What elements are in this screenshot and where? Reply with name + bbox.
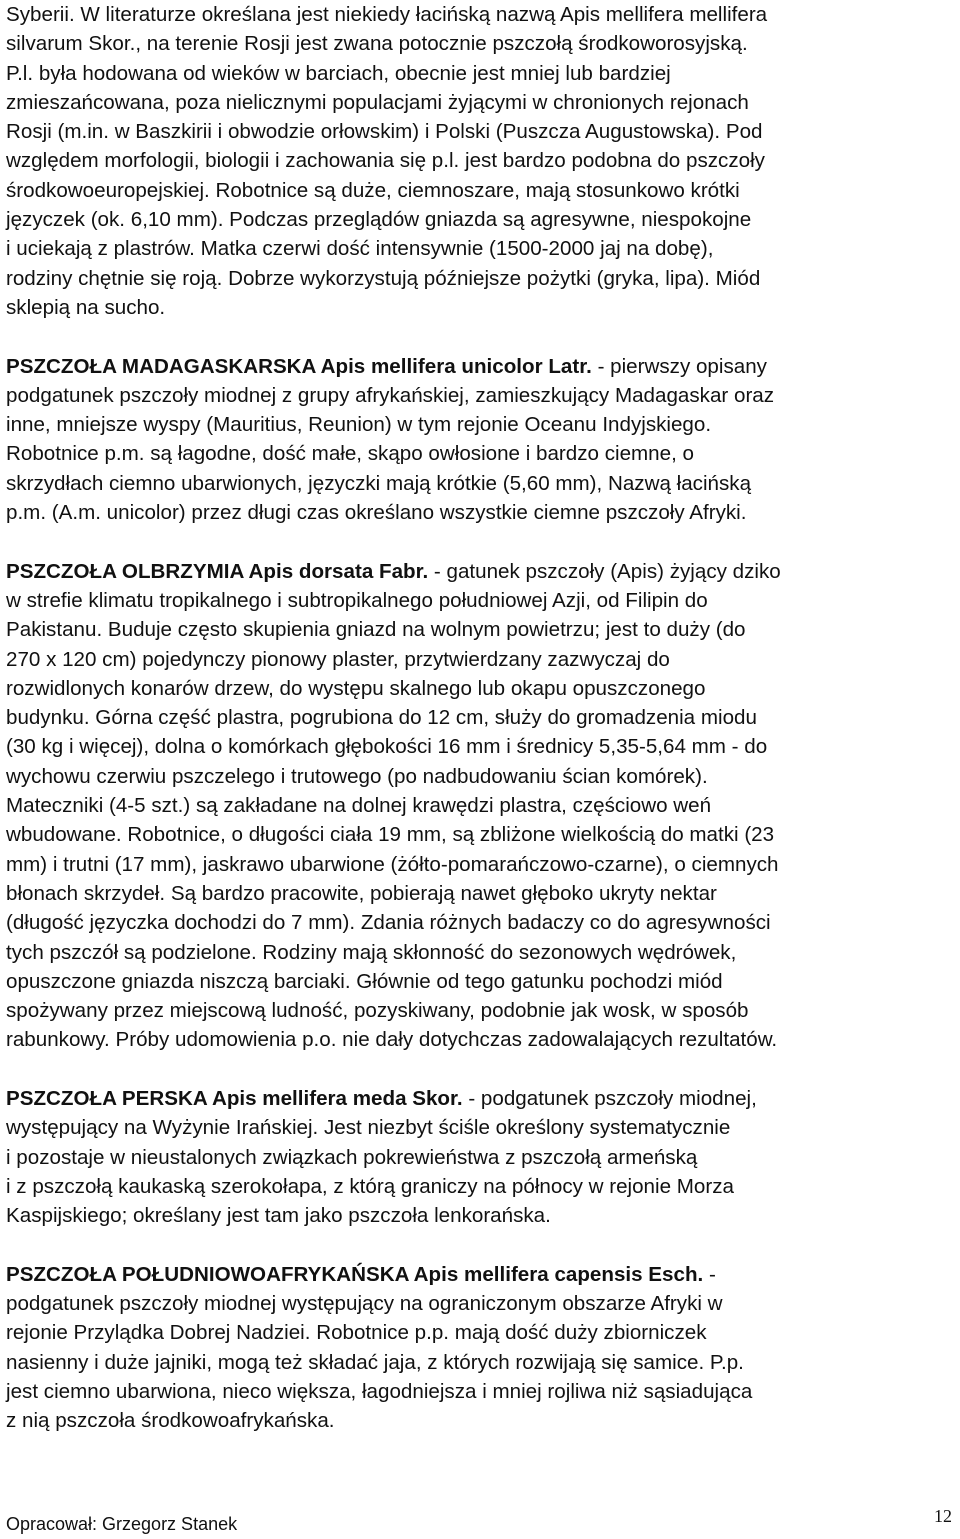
text-line: P.l. była hodowana od wieków w barciach, obecnie jest mniej lub bardziej: [6, 61, 671, 85]
text-line: względem morfologii, biologii i zachowania się p.l. jest bardzo podobna do pszczoły: [6, 149, 765, 173]
paragraph-gap: [6, 1230, 954, 1259]
paragraph-gap: [6, 322, 954, 351]
section-first-line: [6, 1260, 954, 1289]
paragraph-gap: [6, 1055, 954, 1084]
text-line: p.m. (A.m. unicolor) przez długi czas określano wszystkie ciemne pszczoły Afryki.: [6, 501, 747, 525]
section-heading: PSZCZOŁA OLBRZYMIA Apis dorsata Fabr.: [6, 559, 429, 583]
text-line: i pozostaje w nieustalonych związkach pokrewieństwa z pszczołą armeńską: [6, 1145, 698, 1169]
section-olbrzymia: [6, 557, 954, 1055]
text-line: Rosji (m.in. w Baszkirii i obwodzie orłowskim) i Polski (Puszcza Augustowska). Pod: [6, 120, 763, 144]
text-line: 270 x 120 cm) pojedynczy pionowy plaster, przytwierdzany zazwyczaj do: [6, 647, 670, 671]
text-line: nasienny i duże jajniki, mogą też składać jaja, z których rozwijają się samice. P.p.: [6, 1350, 744, 1374]
section-heading: PSZCZOŁA POŁUDNIOWOAFRYKAŃSKA Apis mellifera capensis Esch.: [6, 1262, 704, 1286]
section-first-line: [6, 1084, 954, 1113]
text-line: (długość języczka dochodzi do 7 mm). Zdania różnych badaczy co do agresywności: [6, 911, 771, 935]
text-line: i uciekają z plastrów. Matka czerwi dość intensywnie (1500-2000 jaj na dobę),: [6, 237, 714, 261]
text-fragment: -: [703, 1262, 716, 1286]
text-line: rejonie Przylądka Dobrej Nadziei. Robotnice p.p. mają dość duży zbiorniczek: [6, 1321, 707, 1345]
text-fragment: - podgatunek pszczoły miodnej,: [462, 1086, 757, 1110]
text-line: mm) i trutni (17 mm), jaskrawo ubarwione (żółto-pomarańczowo-czarne), o ciemnych: [6, 852, 779, 876]
text-line: podgatunek pszczoły miodnej z grupy afrykańskiej, zamieszkujący Madagaskar oraz: [6, 383, 775, 407]
text-line: rozwidlonych konarów drzew, do występu skalnego lub okapu opuszczonego: [6, 676, 706, 700]
section-heading: PSZCZOŁA MADAGASKARSKA Apis mellifera unicolor Latr.: [6, 354, 592, 378]
section-first-line: [6, 352, 954, 381]
text-line: wbudowane. Robotnice, o długości ciała 19 mm, są zbliżone wielkością do matki (23: [6, 823, 775, 847]
text-fragment: - pierwszy opisany: [591, 354, 767, 378]
text-line: sklepią na sucho.: [6, 295, 166, 319]
page-number: 12: [934, 1506, 952, 1526]
section-perska: [6, 1084, 954, 1230]
text-line: Kaspijskiego; określany jest tam jako pszczoła lenkorańska.: [6, 1204, 551, 1228]
text-line: silvarum Skor., na terenie Rosji jest zwana potocznie pszczołą środkoworosyjską.: [6, 32, 748, 56]
text-line: w strefie klimatu tropikalnego i subtropikalnego południowej Azji, od Filipin do: [6, 588, 708, 612]
text-line: skrzydłach ciemno ubarwionych, języczki mają krótkie (5,60 mm), Nazwą łacińską: [6, 471, 752, 495]
text-line: błonach skrzydeł. Są bardzo pracowite, pobierają nawet głęboko ukryty nektar: [6, 881, 717, 905]
section-first-line: [6, 557, 954, 586]
text-line: Robotnice p.m. są łagodne, dość małe, skąpo owłosione i bardzo ciemne, o: [6, 442, 694, 466]
paragraph-gap: [6, 527, 954, 556]
text-line: środkowoeuropejskiej. Robotnice są duże, ciemnoszare, mają stosunkowo krótki: [6, 178, 740, 202]
section-heading: PSZCZOŁA PERSKA Apis mellifera meda Skor.: [6, 1086, 463, 1110]
text-line: wychowu czerwiu pszczelego i trutowego (po nadbudowaniu ścian komórek).: [6, 764, 708, 788]
text-line: podgatunek pszczoły miodnej występujący na ograniczonym obszarze Afryki w: [6, 1292, 723, 1316]
text-line: języczek (ok. 6,10 mm). Podczas przeglądów gniazda są agresywne, niespokojne: [6, 208, 752, 232]
text-line: inne, mniejsze wyspy (Mauritius, Reunion) w tym rejonie Oceanu Indyjskiego.: [6, 413, 712, 437]
text-line: Mateczniki (4-5 szt.) są zakładane na dolnej krawędzi plastra, częściowo weń: [6, 794, 712, 818]
document-page: [6, 0, 954, 1436]
intro-paragraph: [6, 0, 954, 322]
text-line: jest ciemno ubarwiona, nieco większa, łagodniejsza i mniej rojliwa niż sąsiadująca: [6, 1379, 753, 1403]
text-line: rabunkowy. Próby udomowienia p.o. nie dały dotychczas zadowalających rezultatów.: [6, 1028, 778, 1052]
text-line: występujący na Wyżynie Irańskiej. Jest niezbyt ściśle określony systematycznie: [6, 1116, 731, 1140]
section-poludniowoafrykanska: [6, 1260, 954, 1436]
text-line: Pakistanu. Buduje często skupienia gniazd na wolnym powietrzu; jest to duży (do: [6, 618, 746, 642]
text-line: spożywany przez miejscową ludność, pozyskiwany, podobnie jak wosk, w sposób: [6, 999, 749, 1023]
footer-author: Opracował: Grzegorz Stanek: [6, 1514, 238, 1534]
text-line: rodziny chętnie się roją. Dobrze wykorzystują późniejsze pożytki (gryka, lipa). Miód: [6, 266, 761, 290]
text-line: z nią pszczoła środkowoafrykańska.: [6, 1409, 335, 1433]
text-line: budynku. Górna część plastra, pogrubiona do 12 cm, służy do gromadzenia miodu: [6, 706, 757, 730]
text-line: zmieszańcowana, poza nielicznymi populacjami żyjącymi w chronionych rejonach: [6, 90, 749, 114]
text-fragment: - gatunek pszczoły (Apis) żyjący dziko: [428, 559, 781, 583]
text-line: i z pszczołą kaukaską szerokołapa, z którą graniczy na północy w rejonie Morza: [6, 1174, 734, 1198]
text-line: tych pszczół są podzielone. Rodziny mają skłonność do sezonowych wędrówek,: [6, 940, 737, 964]
text-line: (30 kg i więcej), dolna o komórkach głębokości 16 mm i średnicy 5,35-5,64 mm - do: [6, 735, 768, 759]
section-madagaskarska: [6, 352, 954, 528]
text-line: Syberii. W literaturze określana jest niekiedy łacińską nazwą Apis mellifera mellifera: [6, 3, 768, 26]
text-line: opuszczone gniazda niszczą barciaki. Głównie od tego gatunku pochodzi miód: [6, 969, 723, 993]
